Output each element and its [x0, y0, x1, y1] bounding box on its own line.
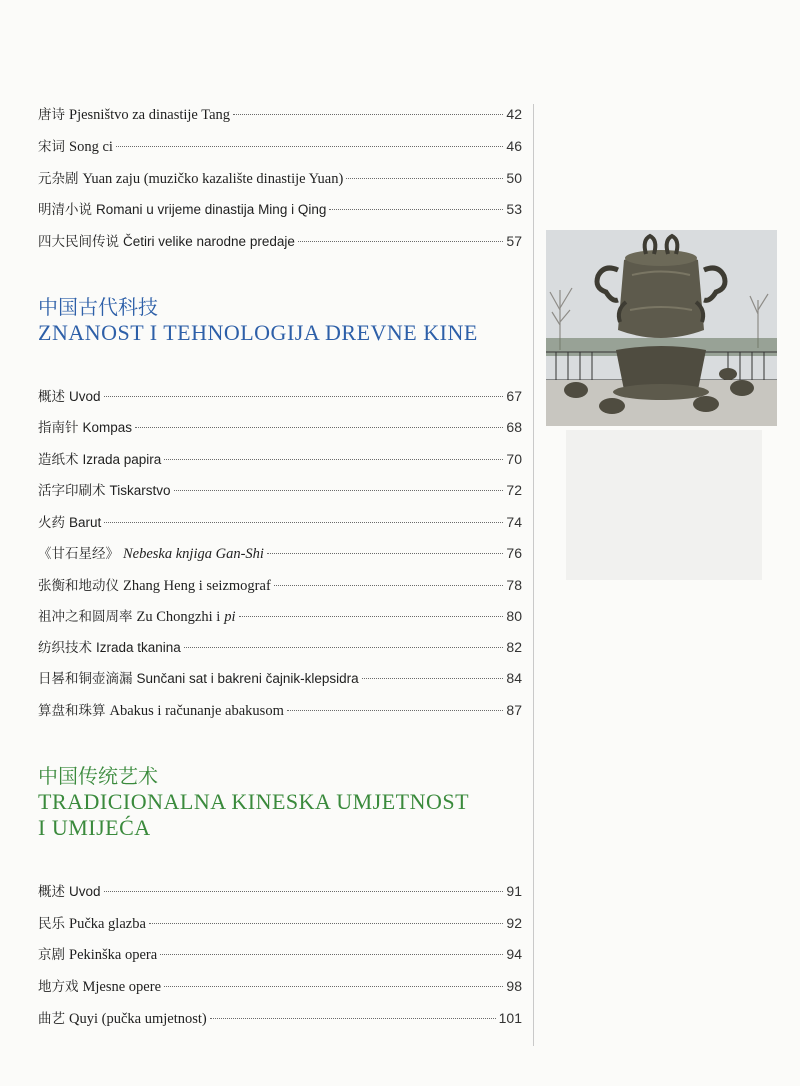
page-number: 42 [506, 106, 522, 122]
entry-title: Zu Chongzhi i [136, 609, 221, 625]
dot-leader [298, 240, 504, 242]
toc-entry[interactable] [38, 167, 522, 189]
dot-leader [346, 177, 503, 179]
dot-leader [210, 1017, 496, 1019]
dot-leader [329, 208, 503, 210]
seismograph-illustration [546, 230, 777, 426]
dot-leader [233, 113, 503, 115]
toc-entry[interactable] [38, 880, 522, 902]
entry-chinese: 张衡和地动仪 [38, 578, 119, 594]
entry-title: Pjesništvo za dinastije Tang [69, 107, 231, 123]
entry-chinese: 元杂剧 [38, 171, 79, 187]
entry-title: Barut [69, 515, 102, 530]
entry-title: Sunčani sat i bakreni čajnik-klepsidra [136, 671, 359, 686]
page-number: 72 [506, 482, 522, 498]
section-chinese-title: 中国传统艺术 [38, 764, 158, 788]
dot-leader [267, 552, 503, 554]
toc-entry[interactable] [38, 943, 522, 965]
toc-entry[interactable] [38, 385, 522, 407]
section-heading [38, 763, 538, 841]
toc-entry[interactable] [38, 511, 522, 533]
entry-chinese: 算盘和珠算 [38, 703, 106, 719]
toc-entry[interactable] [38, 574, 522, 596]
bleed-through-shadow [566, 430, 762, 580]
dot-leader [287, 709, 504, 711]
section-heading [38, 294, 538, 346]
page-number: 67 [506, 388, 522, 404]
dot-leader [135, 426, 503, 428]
toc-entry[interactable] [38, 542, 522, 564]
entry-chinese: 指南针 [38, 420, 79, 436]
column-divider [533, 104, 534, 1046]
entry-title: Pekinška opera [69, 947, 158, 963]
toc-entry[interactable] [38, 479, 522, 501]
page-number: 94 [506, 946, 522, 962]
dot-leader [164, 985, 503, 987]
page-number: 84 [506, 670, 522, 686]
entry-title: Romani u vrijeme dinastija Ming i Qing [96, 202, 327, 217]
entry-title: Song ci [69, 139, 113, 155]
entry-chinese: 火药 [38, 515, 65, 531]
entry-title: Mjesne opere [82, 979, 162, 995]
page-number: 91 [506, 883, 522, 899]
entry-chinese: 唐诗 [38, 107, 65, 123]
page-number: 53 [506, 201, 522, 217]
entry-title: Uvod [69, 389, 101, 404]
toc-entry[interactable] [38, 667, 522, 689]
toc-entry[interactable] [38, 605, 522, 627]
entry-chinese: 造纸术 [38, 452, 79, 468]
entry-chinese: 日晷和铜壶滴漏 [38, 671, 133, 687]
entry-chinese: 宋词 [38, 139, 65, 155]
toc-entry[interactable] [38, 103, 522, 125]
entry-title: Tiskarstvo [109, 483, 171, 498]
toc-entry[interactable] [38, 912, 522, 934]
dot-leader [149, 922, 504, 924]
page-number: 74 [506, 514, 522, 530]
dot-leader [104, 890, 504, 892]
entry-chinese: 地方戏 [38, 979, 79, 995]
entry-chinese: 四大民间传说 [38, 234, 119, 250]
entry-title: Četiri velike narodne predaje [123, 234, 295, 249]
entry-chinese: 概述 [38, 389, 65, 405]
dot-leader [184, 646, 504, 648]
dot-leader [174, 489, 504, 491]
entry-chinese: 活字印刷术 [38, 483, 106, 499]
section-chinese-title: 中国古代科技 [38, 295, 158, 319]
entry-chinese: 曲艺 [38, 1011, 65, 1027]
toc-entry[interactable] [38, 448, 522, 470]
entry-chinese: 祖冲之和圆周率 [38, 609, 133, 625]
dot-leader [160, 953, 503, 955]
page-number: 101 [498, 1010, 522, 1026]
toc-entry[interactable] [38, 230, 522, 252]
entry-chinese: 明清小说 [38, 202, 92, 218]
page-number: 57 [506, 233, 522, 249]
toc-entry[interactable] [38, 636, 522, 658]
entry-title: Izrada tkanina [96, 640, 181, 655]
entry-title: Zhang Heng i seizmograf [123, 578, 271, 594]
page-number: 92 [506, 915, 522, 931]
page-number: 50 [506, 170, 522, 186]
toc-entry[interactable] [38, 135, 522, 157]
page-number: 87 [506, 702, 522, 718]
page-number: 46 [506, 138, 522, 154]
page-number: 80 [506, 608, 522, 624]
entry-title: Kompas [82, 420, 133, 435]
section-title: ZNANOST I TEHNOLOGIJA DREVNE KINE [38, 320, 478, 345]
dot-leader [362, 677, 504, 679]
dot-leader [274, 584, 504, 586]
toc-entry[interactable] [38, 198, 522, 220]
dot-leader [239, 615, 504, 617]
entry-title: Abakus i računanje abakusom [109, 703, 284, 719]
page-number: 76 [506, 545, 522, 561]
dot-leader [116, 145, 504, 147]
dot-leader [104, 395, 504, 397]
toc-entry[interactable] [38, 1007, 522, 1029]
page-number: 68 [506, 419, 522, 435]
page-number: 82 [506, 639, 522, 655]
dot-leader [104, 521, 503, 523]
dot-leader [164, 458, 503, 460]
entry-title: Quyi (pučka umjetnost) [69, 1011, 207, 1027]
section-title-line2: I UMIJEĆA [38, 815, 151, 840]
seismograph-photo [546, 230, 777, 426]
page-number: 78 [506, 577, 522, 593]
section-title-line1: TRADICIONALNA KINESKA UMJETNOST [38, 789, 470, 814]
entry-chinese: 京剧 [38, 947, 65, 963]
entry-title: Uvod [69, 884, 101, 899]
entry-title: Pučka glazba [69, 916, 146, 932]
entry-chinese: 《甘石星经》 [38, 546, 119, 562]
entry-chinese: 概述 [38, 884, 65, 900]
page-number: 98 [506, 978, 522, 994]
entry-title: Izrada papira [82, 452, 162, 467]
entry-title: Yuan zaju (muzičko kazalište dinastije Yuan) [82, 171, 344, 187]
entry-chinese: 纺织技术 [38, 640, 92, 656]
toc-entry[interactable] [38, 699, 522, 721]
entry-title-italic: pi [224, 609, 236, 625]
toc-entry[interactable] [38, 975, 522, 997]
entry-title: Nebeska knjiga Gan-Shi [123, 546, 264, 562]
toc-entry[interactable] [38, 416, 522, 438]
page-number: 70 [506, 451, 522, 467]
entry-chinese: 民乐 [38, 916, 65, 932]
